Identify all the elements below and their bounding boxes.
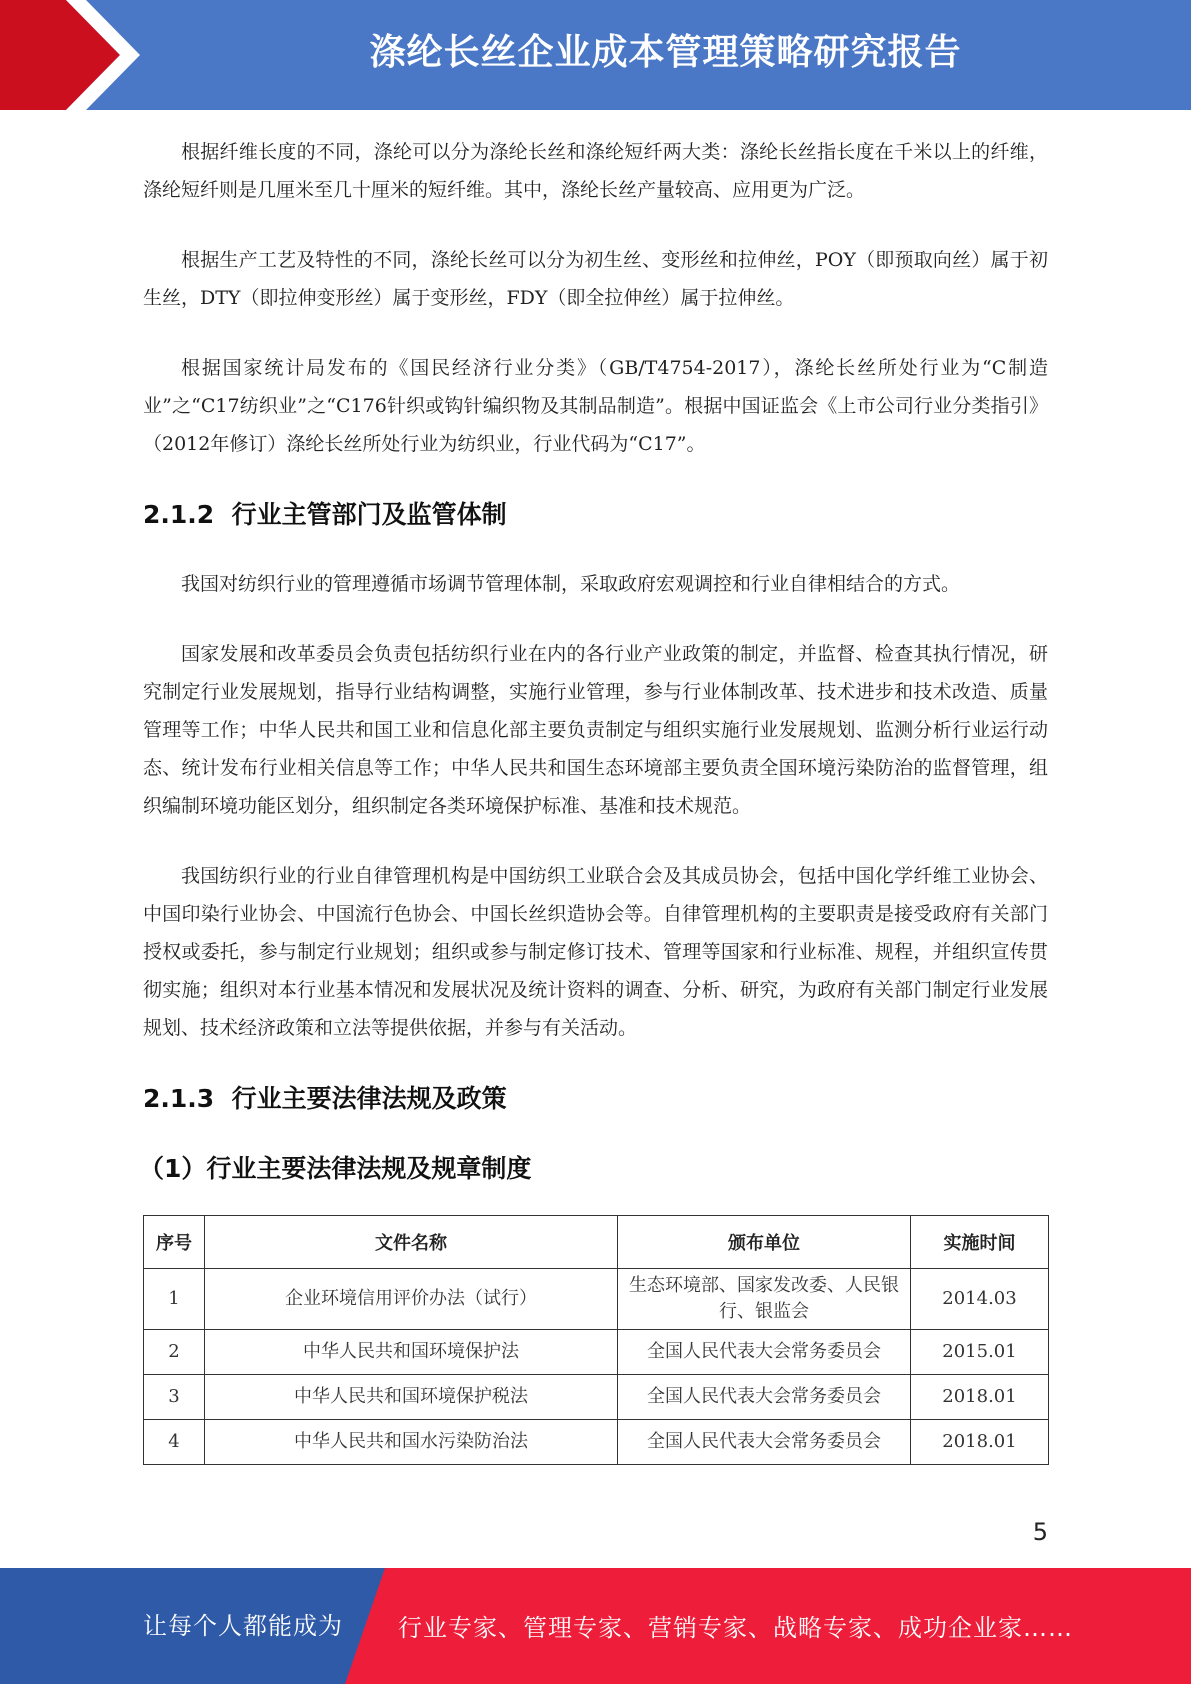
table-row: [144, 1269, 1049, 1330]
page-content: [139, 133, 1048, 1465]
cell-index: 4: [144, 1420, 205, 1465]
column-header-index: 序号: [144, 1216, 205, 1269]
cell-issuer: 全国人民代表大会常务委员会: [618, 1375, 911, 1420]
cell-document-name: 企业环境信用评价办法（试行）: [205, 1269, 618, 1330]
cell-document-name: 中华人民共和国水污染防治法: [205, 1420, 618, 1465]
cell-effective-date: 2014.03: [911, 1269, 1049, 1330]
paragraph-fiber-length: 根据纤维长度的不同，涤纶可以分为涤纶长丝和涤纶短纤两大类：涤纶长丝指长度在千米以上的纤维，涤纶短纤则是几厘米至几十厘米的短纤维。其中，涤纶长丝产量较高、应用更为广泛。: [143, 141, 1048, 201]
footer-slogan-right: 行业专家、管理专家、营销专家、战略专家、成功企业家……: [398, 1614, 1073, 1642]
table-header-row: [144, 1216, 1049, 1269]
cell-issuer: 全国人民代表大会常务委员会: [618, 1420, 911, 1465]
page-number: 5: [1032, 1518, 1048, 1546]
footer-banner: [0, 1568, 1191, 1684]
cell-issuer: 全国人民代表大会常务委员会: [618, 1330, 911, 1375]
cell-index: 3: [144, 1375, 205, 1420]
cell-index: 1: [144, 1269, 205, 1330]
cell-effective-date: 2018.01: [911, 1420, 1049, 1465]
table-row: [144, 1375, 1049, 1420]
cell-document-name: 中华人民共和国环境保护法: [205, 1330, 618, 1375]
paragraph-production-process: 根据生产工艺及特性的不同，涤纶长丝可以分为初生丝、变形丝和拉伸丝，POY（即预取向丝）属于初生丝，DTY（即拉伸变形丝）属于变形丝，FDY（即全拉伸丝）属于拉伸丝。: [143, 249, 1048, 309]
cell-issuer: 生态环境部、国家发改委、人民银行、银监会: [618, 1269, 911, 1330]
paragraph-industry-classification: 根据国家统计局发布的《国民经济行业分类》（GB/T4754-2017），涤纶长丝所处行业为“C制造业”之“C17纺织业”之“C176针织或钩针编织物及其制品制造”。根据中国证监会《上市公司行业分类指引》（2012年修订）涤纶长丝所处行业为纺织业，行业代码为“C17”。: [143, 357, 1048, 455]
footer-slogan-left: 让每个人都能成为: [143, 1612, 343, 1640]
paragraph-self-regulation: 我国纺织行业的行业自律管理机构是中国纺织工业联合会及其成员协会，包括中国化学纤维工业协会、中国印染行业协会、中国流行色协会、中国长丝织造协会等。自律管理机构的主要职责是接受政府有关部门授权或委托，参与制定行业规划；组织或参与制定修订技术、管理等国家和行业标准、规程，并组织宣传贯彻实施；组织对本行业基本情况和发展状况及统计资料的调查、分析、研究，为政府有关部门制定行业发展规划、技术经济政策和立法等提供依据，并参与有关活动。: [143, 865, 1048, 1039]
subsection-heading-laws: （1）行业主要法律法规及规章制度: [139, 1154, 532, 1183]
document-title: 涤纶长丝企业成本管理策略研究报告: [369, 32, 962, 73]
section-heading-2-1-3: 2.1.3 行业主要法律法规及政策: [143, 1084, 507, 1113]
header-bar: [0, 0, 1191, 110]
section-heading-2-1-2: 2.1.2 行业主管部门及监管体制: [143, 500, 507, 529]
table-row: [144, 1330, 1049, 1375]
column-header-effective-date: 实施时间: [911, 1216, 1049, 1269]
cell-effective-date: 2015.01: [911, 1330, 1049, 1375]
cell-index: 2: [144, 1330, 205, 1375]
column-header-document-name: 文件名称: [205, 1216, 618, 1269]
paragraph-ndrc-duties: 国家发展和改革委员会负责包括纺织行业在内的各行业产业政策的制定，并监督、检查其执行情况，研究制定行业发展规划，指导行业结构调整，实施行业管理，参与行业体制改革、技术进步和技术改造、质量管理等工作；中华人民共和国工业和信息化部主要负责制定与组织实施行业发展规划、监测分析行业运行动态、统计发布行业相关信息等工作；中华人民共和国生态环境部主要负责全国环境污染防治的监督管理，组织编制环境功能区划分，组织制定各类环境保护标准、基准和技术规范。: [143, 643, 1048, 817]
column-header-issuer: 颁布单位: [618, 1216, 911, 1269]
cell-document-name: 中华人民共和国环境保护税法: [205, 1375, 618, 1420]
table-row: [144, 1420, 1049, 1465]
cell-effective-date: 2018.01: [911, 1375, 1049, 1420]
laws-table: [143, 1215, 1049, 1465]
paragraph-management-system: 我国对纺织行业的管理遵循市场调节管理体制，采取政府宏观调控和行业自律相结合的方式。: [181, 573, 961, 595]
